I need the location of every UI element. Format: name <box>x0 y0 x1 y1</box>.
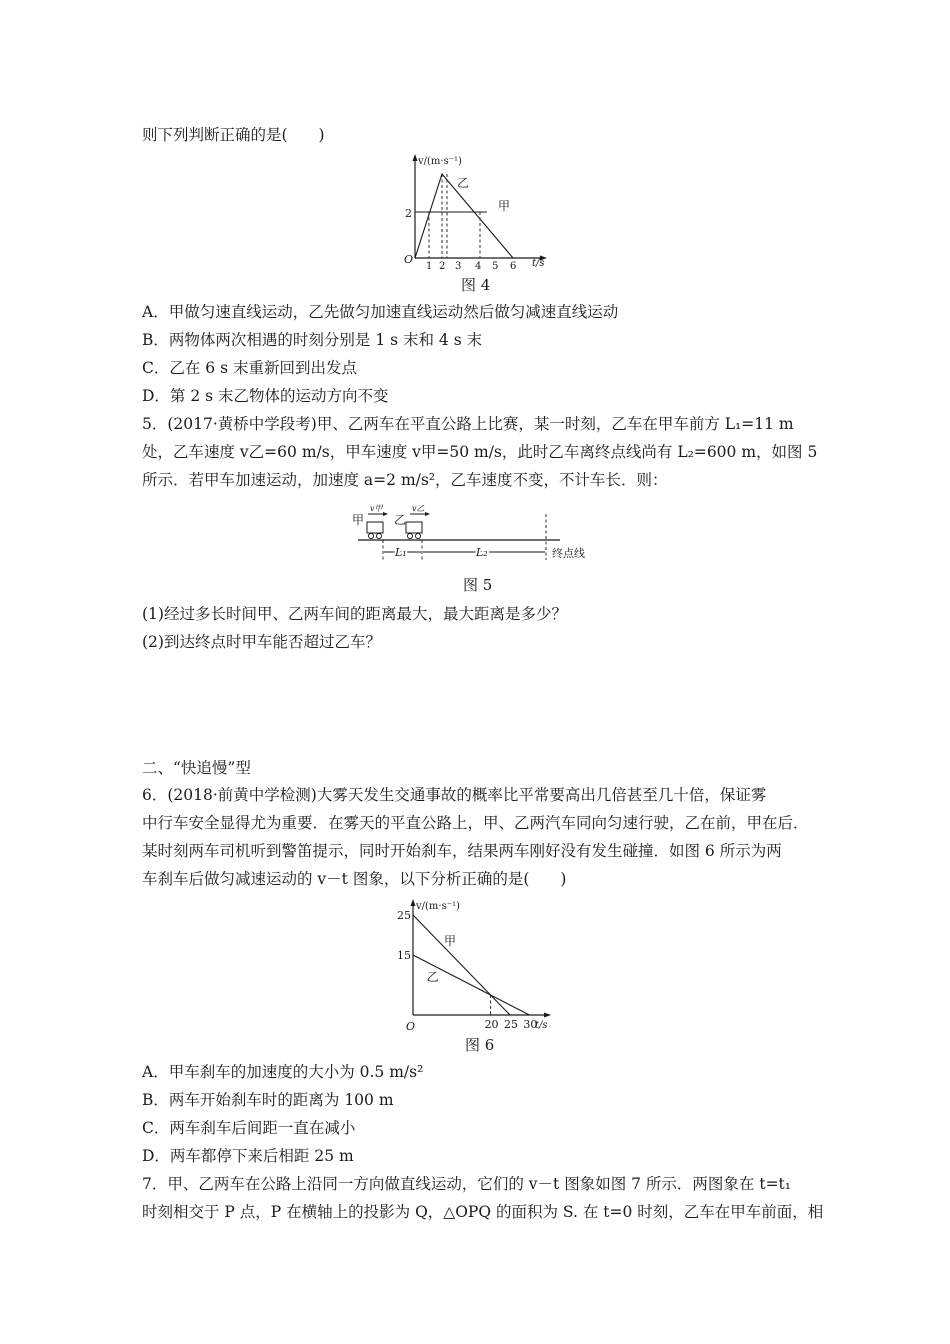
fig6-x-tick-20: 20 <box>484 1018 499 1031</box>
fig6-label-yi: 乙 <box>426 970 439 984</box>
fig5-l2-label: L₂ <box>476 546 488 559</box>
fig5-v-yi: v乙 <box>412 504 425 513</box>
fig6-y-tick-25: 25 <box>397 909 411 922</box>
fig4-x-tick-2: 2 <box>439 261 446 272</box>
figure-4 <box>395 150 555 270</box>
q5-line-3: 所示．若甲车加速运动，加速度 a=2 m/s²，乙车速度不变，不计车长．则： <box>142 471 668 489</box>
fig5-wheel <box>408 534 413 539</box>
q5-line-1: 5．(2017·黄桥中学段考)甲、乙两车在平直公路上比赛，某一时刻，乙车在甲车前方 L₁=11 m <box>142 415 794 433</box>
fig4-label-yi: 乙 <box>457 176 470 190</box>
fig5-v-jia: v甲 <box>370 504 383 513</box>
q6-line-2: 中行车安全显得尤为重要．在雾天的平直公路上，甲、乙两汽车同向匀速行驶，乙在前，甲在后． <box>142 814 809 832</box>
fig6-x-arrow <box>544 1013 551 1018</box>
q6-option-d: D．两车都停下来后相距 25 m <box>142 1147 354 1165</box>
q6-line-3: 某时刻两车司机听到警笛提示，同时开始刹车，结果两车刚好没有发生碰撞．如图 6 所示为两 <box>142 842 782 860</box>
fig4-x-label: t/s <box>532 258 545 269</box>
fig5-label-yi: 乙 <box>394 513 407 527</box>
q5-sub-2: (2)到达终点时甲车能否超过乙车？ <box>142 633 381 651</box>
fig5-car-yi <box>406 522 422 533</box>
fig5-caption: 图 5 <box>463 576 493 594</box>
fig5-wheel <box>369 534 374 539</box>
q6-option-c: C．两车刹车后间距一直在减小 <box>142 1119 356 1137</box>
q5-sub-1: (1)经过多长时间甲、乙两车间的距离最大，最大距离是多少？ <box>142 605 567 623</box>
fig6-x-tick-30: 30 <box>523 1018 538 1031</box>
q6-option-b: B．两车开始刹车时的距离为 100 m <box>142 1091 394 1109</box>
q5-line-2: 处，乙车速度 v乙=60 m/s，甲车速度 v甲=50 m/s，此时乙车离终点线尚有 L₂=600 m，如图 5 <box>142 443 818 461</box>
fig4-y-label: v/(m·s⁻¹) <box>418 156 462 167</box>
fig5-wheel <box>416 534 421 539</box>
q4-option-c: C．乙在 6 s 末重新回到出发点 <box>142 359 357 377</box>
fig5-label-jia: 甲 <box>352 513 365 527</box>
fig5-l1-label: L₁ <box>395 546 407 559</box>
fig5-car-jia <box>367 522 383 533</box>
section-2-heading: 二、“快追慢”型 <box>142 759 251 777</box>
fig4-y-tick: 2 <box>405 207 412 220</box>
fig6-y-arrow <box>411 899 416 906</box>
fig6-label-jia: 甲 <box>444 934 457 948</box>
fig5-arrowhead-jia <box>383 512 388 516</box>
figure-6 <box>385 895 565 1033</box>
fig4-x-tick-5: 5 <box>492 261 499 272</box>
fig4-origin: O <box>404 253 414 266</box>
q4-intro: 则下列判断正确的是( ) <box>142 126 325 144</box>
fig6-x-tick-25: 25 <box>503 1018 518 1031</box>
fig4-label-jia: 甲 <box>498 199 511 213</box>
q4-option-d: D．第 2 s 末乙物体的运动方向不变 <box>142 387 389 405</box>
q6-line-1: 6．(2018·前黄中学检测)大雾天发生交通事故的概率比平常要高出几倍甚至几十倍，保证雾 <box>142 786 767 804</box>
q6-option-a: A．甲车刹车的加速度的大小为 0.5 m/s² <box>142 1063 424 1081</box>
fig6-y-tick-15: 15 <box>397 949 411 962</box>
fig6-origin: O <box>406 1020 416 1033</box>
fig6-series-yi <box>413 955 529 1015</box>
fig4-y-arrow <box>413 154 418 161</box>
q7-line-2: 时刻相交于 P 点，P 在横轴上的投影为 Q，△OPQ 的面积为 S. 在 t=0 时刻，乙车在甲车前面，相 <box>142 1203 824 1221</box>
fig4-x-tick-6: 6 <box>510 261 517 272</box>
fig6-series-jia <box>413 915 510 1015</box>
fig6-marks <box>397 909 537 1031</box>
fig6-caption: 图 6 <box>465 1036 495 1054</box>
fig5-wheel <box>377 534 382 539</box>
fig6-y-label: v/(m·s⁻¹) <box>416 901 460 912</box>
fig5-finish-label: 终点线 <box>552 547 585 560</box>
fig4-x-tick-1: 1 <box>426 261 433 272</box>
q4-option-a: A．甲做匀速直线运动，乙先做匀加速直线运动然后做匀减速直线运动 <box>142 303 619 321</box>
fig4-caption: 图 4 <box>461 276 491 294</box>
fig4-x-tick-4: 4 <box>475 261 482 272</box>
fig4-x-tick-3: 3 <box>455 261 462 272</box>
fig6-x-label: t/s <box>535 1020 548 1031</box>
q7-line-1: 7．甲、乙两车在公路上沿同一方向做直线运动，它们的 v－t 图象如图 7 所示．两图象在 t=t₁ <box>142 1175 792 1193</box>
q4-option-b: B．两物体两次相遇的时刻分别是 1 s 末和 4 s 末 <box>142 331 483 349</box>
figure-5 <box>350 500 600 570</box>
q6-line-4: 车刹车后做匀减速运动的 v－t 图象，以下分析正确的是( ) <box>142 870 567 888</box>
fig5-arrowhead-yi <box>425 512 430 516</box>
